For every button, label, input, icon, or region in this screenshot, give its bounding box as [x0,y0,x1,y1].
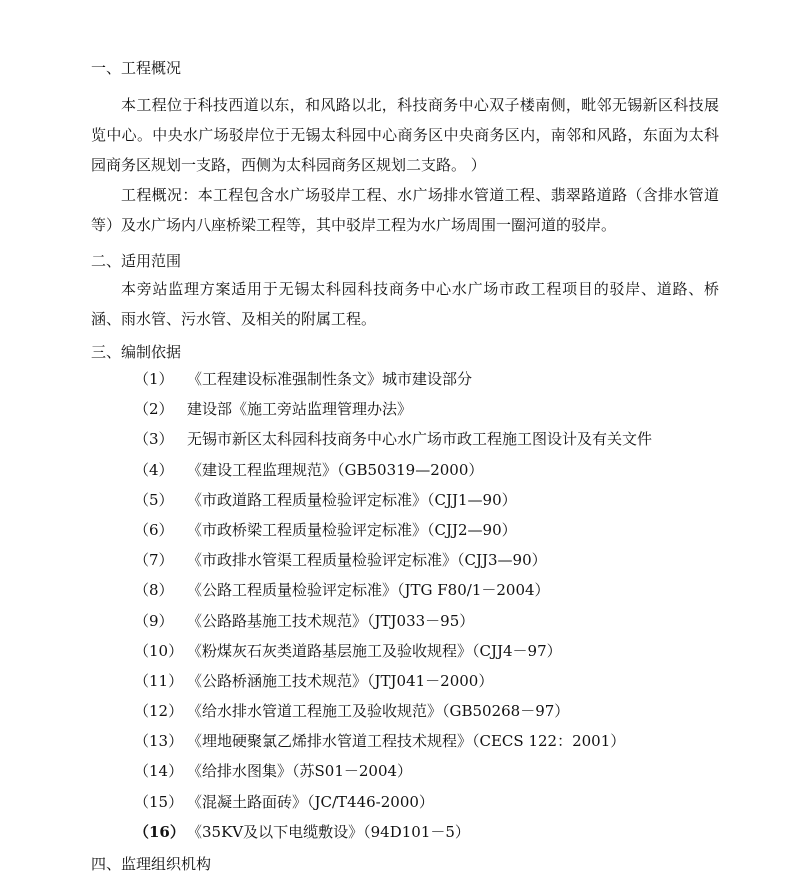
list-item-text: 《建设工程监理规范》（GB50319—2000） [187,460,484,479]
list-item-text: 《35KV及以下电缆敷设》（94D101－5） [187,822,470,841]
section-4-heading: 四、监理组织机构 [91,855,212,873]
list-item-number: （12） [134,702,184,721]
list-item-number: （5） [134,490,174,509]
list-item-text: 建设部《施工旁站监理管理办法》 [187,400,413,419]
section-2-body [91,274,719,334]
list-item-number: （7） [134,551,174,570]
list-item-text: 《市政道路工程质量检验评定标准》（CJJ1—90） [187,490,517,509]
list-item-text: 《市政排水管渠工程质量检验评定标准》（CJJ3—90） [187,551,547,570]
section-1-body [91,90,719,240]
list-item-text: 《给水排水管道工程施工及验收规范》（GB50268－97） [187,702,570,721]
list-item-text: 《混凝土路面砖》（JC/T446-2000） [187,792,434,811]
section-2-paragraph: 本旁站监理方案适用于无锡太科园科技商务中心水广场市政工程项目的驳岸、道路、桥涵、雨水管、污水管、及相关的附属工程。 [91,280,719,328]
section-2-heading: 二、适用范围 [91,252,182,270]
list-item-number: （9） [134,611,174,630]
list-item-text: 无锡市新区太科园科技商务中心水广场市政工程施工图设计及有关文件 [187,430,653,449]
list-item-number: （3） [134,430,174,449]
list-item-number: （14） [134,762,184,781]
section-1-paragraph-1: 本工程位于科技西道以东，和风路以北，科技商务中心双子楼南侧，毗邻无锡新区科技展览中心。中央水广场驳岸位于无锡太科园中心商务区中央商务区内，南邻和风路，东面为太科园商务区规划一支路，西侧为太科园商务区规划二支路。 ） [91,96,719,174]
list-item-number: （8） [134,581,174,600]
list-item-text: 《公路桥涵施工技术规范》（JTJ041－2000） [187,671,494,690]
list-item-number: （4） [134,460,174,479]
list-item-number: （11） [134,671,184,690]
list-item-text: 《市政桥梁工程质量检验评定标准》（CJJ2—90） [187,520,517,539]
list-item-number: （6） [134,520,174,539]
list-item-text: 《埋地硬聚氯乙烯排水管道工程技术规程》（CECS 122：2001） [187,732,626,751]
list-item-number: （13） [134,732,184,751]
list-item-number: （1） [134,370,174,388]
section-1-paragraph-2: 工程概况：本工程包含水广场驳岸工程、水广场排水管道工程、翡翠路道路（含排水管道等）及水广场内八座桥梁工程等，其中驳岸工程为水广场周围一圈河道的驳岸。 [91,186,719,234]
list-item-number: （16） [134,822,185,841]
list-item-text: 《公路工程质量检验评定标准》（JTG F80/1－2004） [187,581,550,600]
section-1-heading: 一、工程概况 [91,59,182,77]
list-item-number: （10） [134,641,184,660]
list-item-text: 《给排水图集》（苏S01－2004） [187,762,413,781]
list-item-text: 《粉煤灰石灰类道路基层施工及验收规程》（CJJ4－97） [187,641,562,660]
list-item-text: 《工程建设标准强制性条文》城市建设部分 [187,370,473,388]
section-3-heading: 三、编制依据 [91,343,182,361]
list-item-number: （2） [134,400,174,419]
list-item-text: 《公路路基施工技术规范》（JTJ033－95） [187,611,475,630]
list-item-number: （15） [134,792,184,811]
